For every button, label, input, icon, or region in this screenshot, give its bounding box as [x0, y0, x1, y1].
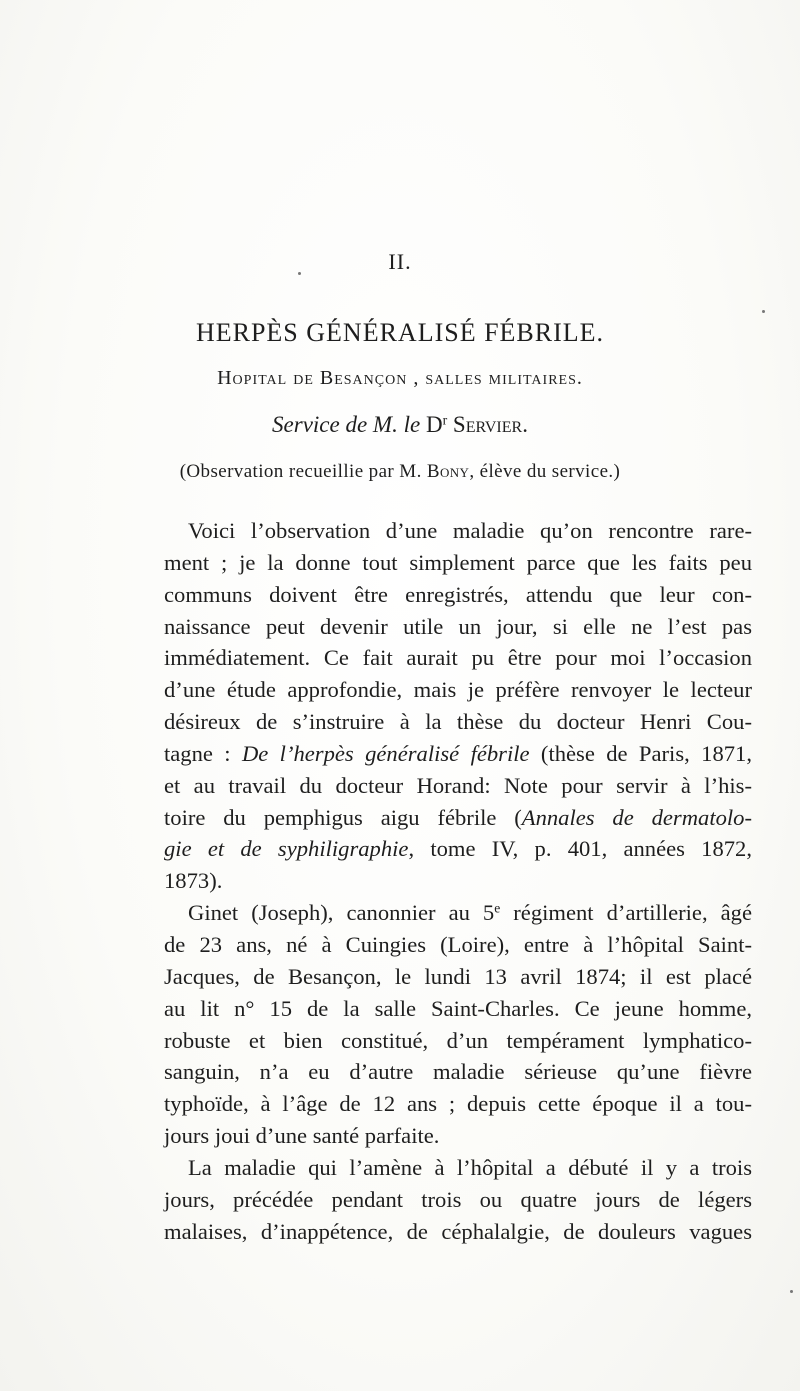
text-line: au lit n° 15 de la salle Saint-Charles. Ce jeune homme, [164, 995, 752, 1021]
show-through-text [150, 115, 770, 515]
observation-name: Bony [426, 461, 470, 482]
paper-speck [790, 1290, 793, 1293]
text-line: La maladie qui l’amène à l’hôpital a débuté il y a trois [188, 1154, 752, 1180]
service-dr: D [425, 412, 443, 437]
journal-title: gie et de syphiligraphie [164, 836, 409, 862]
text-fragment: tagne : [164, 740, 242, 766]
hospital-subtitle: Hopital de Besançon , salles militaires. [217, 367, 583, 389]
text-fragment: , tome IV, p. 401, années 1872, [408, 836, 752, 862]
observation-prefix: (Observation recueillie par M. [179, 461, 427, 482]
text-line [164, 738, 752, 770]
chapter-title: HERPÈS GÉNÉRALISÉ FÉBRILE. [195, 318, 605, 347]
text-line [164, 833, 752, 865]
text-line: 1873). [164, 868, 223, 894]
text-line: Voici l’observation d’une maladie qu’on rencontre rare- [188, 518, 752, 543]
body-text [164, 515, 752, 1247]
paragraph-onset [164, 1152, 752, 1248]
text-line: Jacques, de Besançon, le lundi 13 avril 1874; il est placé [164, 963, 752, 989]
text-line: ment ; je la donne tout simplement parce que les faits peu [164, 549, 752, 575]
text-line: d’une étude approfondie, mais je préfère renvoyer le lecteur [164, 677, 752, 703]
journal-title: Annales de dermatolo- [521, 804, 752, 830]
text-line: typhoïde, à l’âge de 12 ans ; depuis cette époque il a tou- [164, 1091, 752, 1117]
text-line: communs doivent être enregistrés, attendu que leur con- [164, 581, 752, 607]
thesis-title: De l’herpès généralisé fébrile [241, 740, 530, 766]
text-line [164, 802, 752, 834]
text-line: jours, précédée pendant trois ou quatre jours de légers [164, 1186, 752, 1212]
service-dr-sup: r [442, 412, 448, 428]
text-line: sanguin, n’a eu d’autre maladie sérieuse qu’une fièvre [164, 1059, 752, 1085]
paper-speck [762, 310, 765, 313]
section-number: II. [388, 249, 412, 274]
service-name: Servier. [447, 412, 528, 437]
superscript: e [494, 900, 501, 916]
text-line: robuste et bien constitué, d’un tempérament lymphatico- [164, 1027, 752, 1053]
text-fragment: toire du pemphigus aigu fébrile ( [164, 804, 522, 830]
text-line: naissance peut devenir utile un jour, si elle ne l’est pas [164, 613, 752, 639]
paper-speck [298, 272, 301, 275]
text-fragment: Ginet (Joseph), canonnier au 5 [188, 900, 495, 926]
text-line: de 23 ans, né à Cuingies (Loire), entre à l’hôpital Saint- [164, 931, 752, 957]
text-line: malaises, d’inappétence, de céphalalgie, de douleurs vagues [164, 1218, 752, 1244]
text-line: et au travail du docteur Horand: Note pour servir à l’his- [164, 772, 752, 798]
paragraph-patient [164, 897, 752, 1152]
text-line: jours joui d’une santé parfaite. [164, 1123, 440, 1149]
observation-suffix: , élève du service.) [469, 461, 621, 482]
text-line: immédiatement. Ce fait aurait pu être pour moi l’occasion [164, 645, 752, 671]
paragraph-intro [164, 515, 752, 897]
service-line [0, 412, 800, 438]
service-prefix: Service de M. le [272, 412, 426, 437]
observation-credit [0, 461, 800, 483]
text-line: désireux de s’instruire à la thèse du docteur Henri Cou- [164, 709, 752, 735]
text-fragment: régiment d’artillerie, âgé [500, 900, 752, 926]
text-line [164, 897, 752, 929]
text-fragment: (thèse de Paris, 1871, [529, 740, 752, 766]
